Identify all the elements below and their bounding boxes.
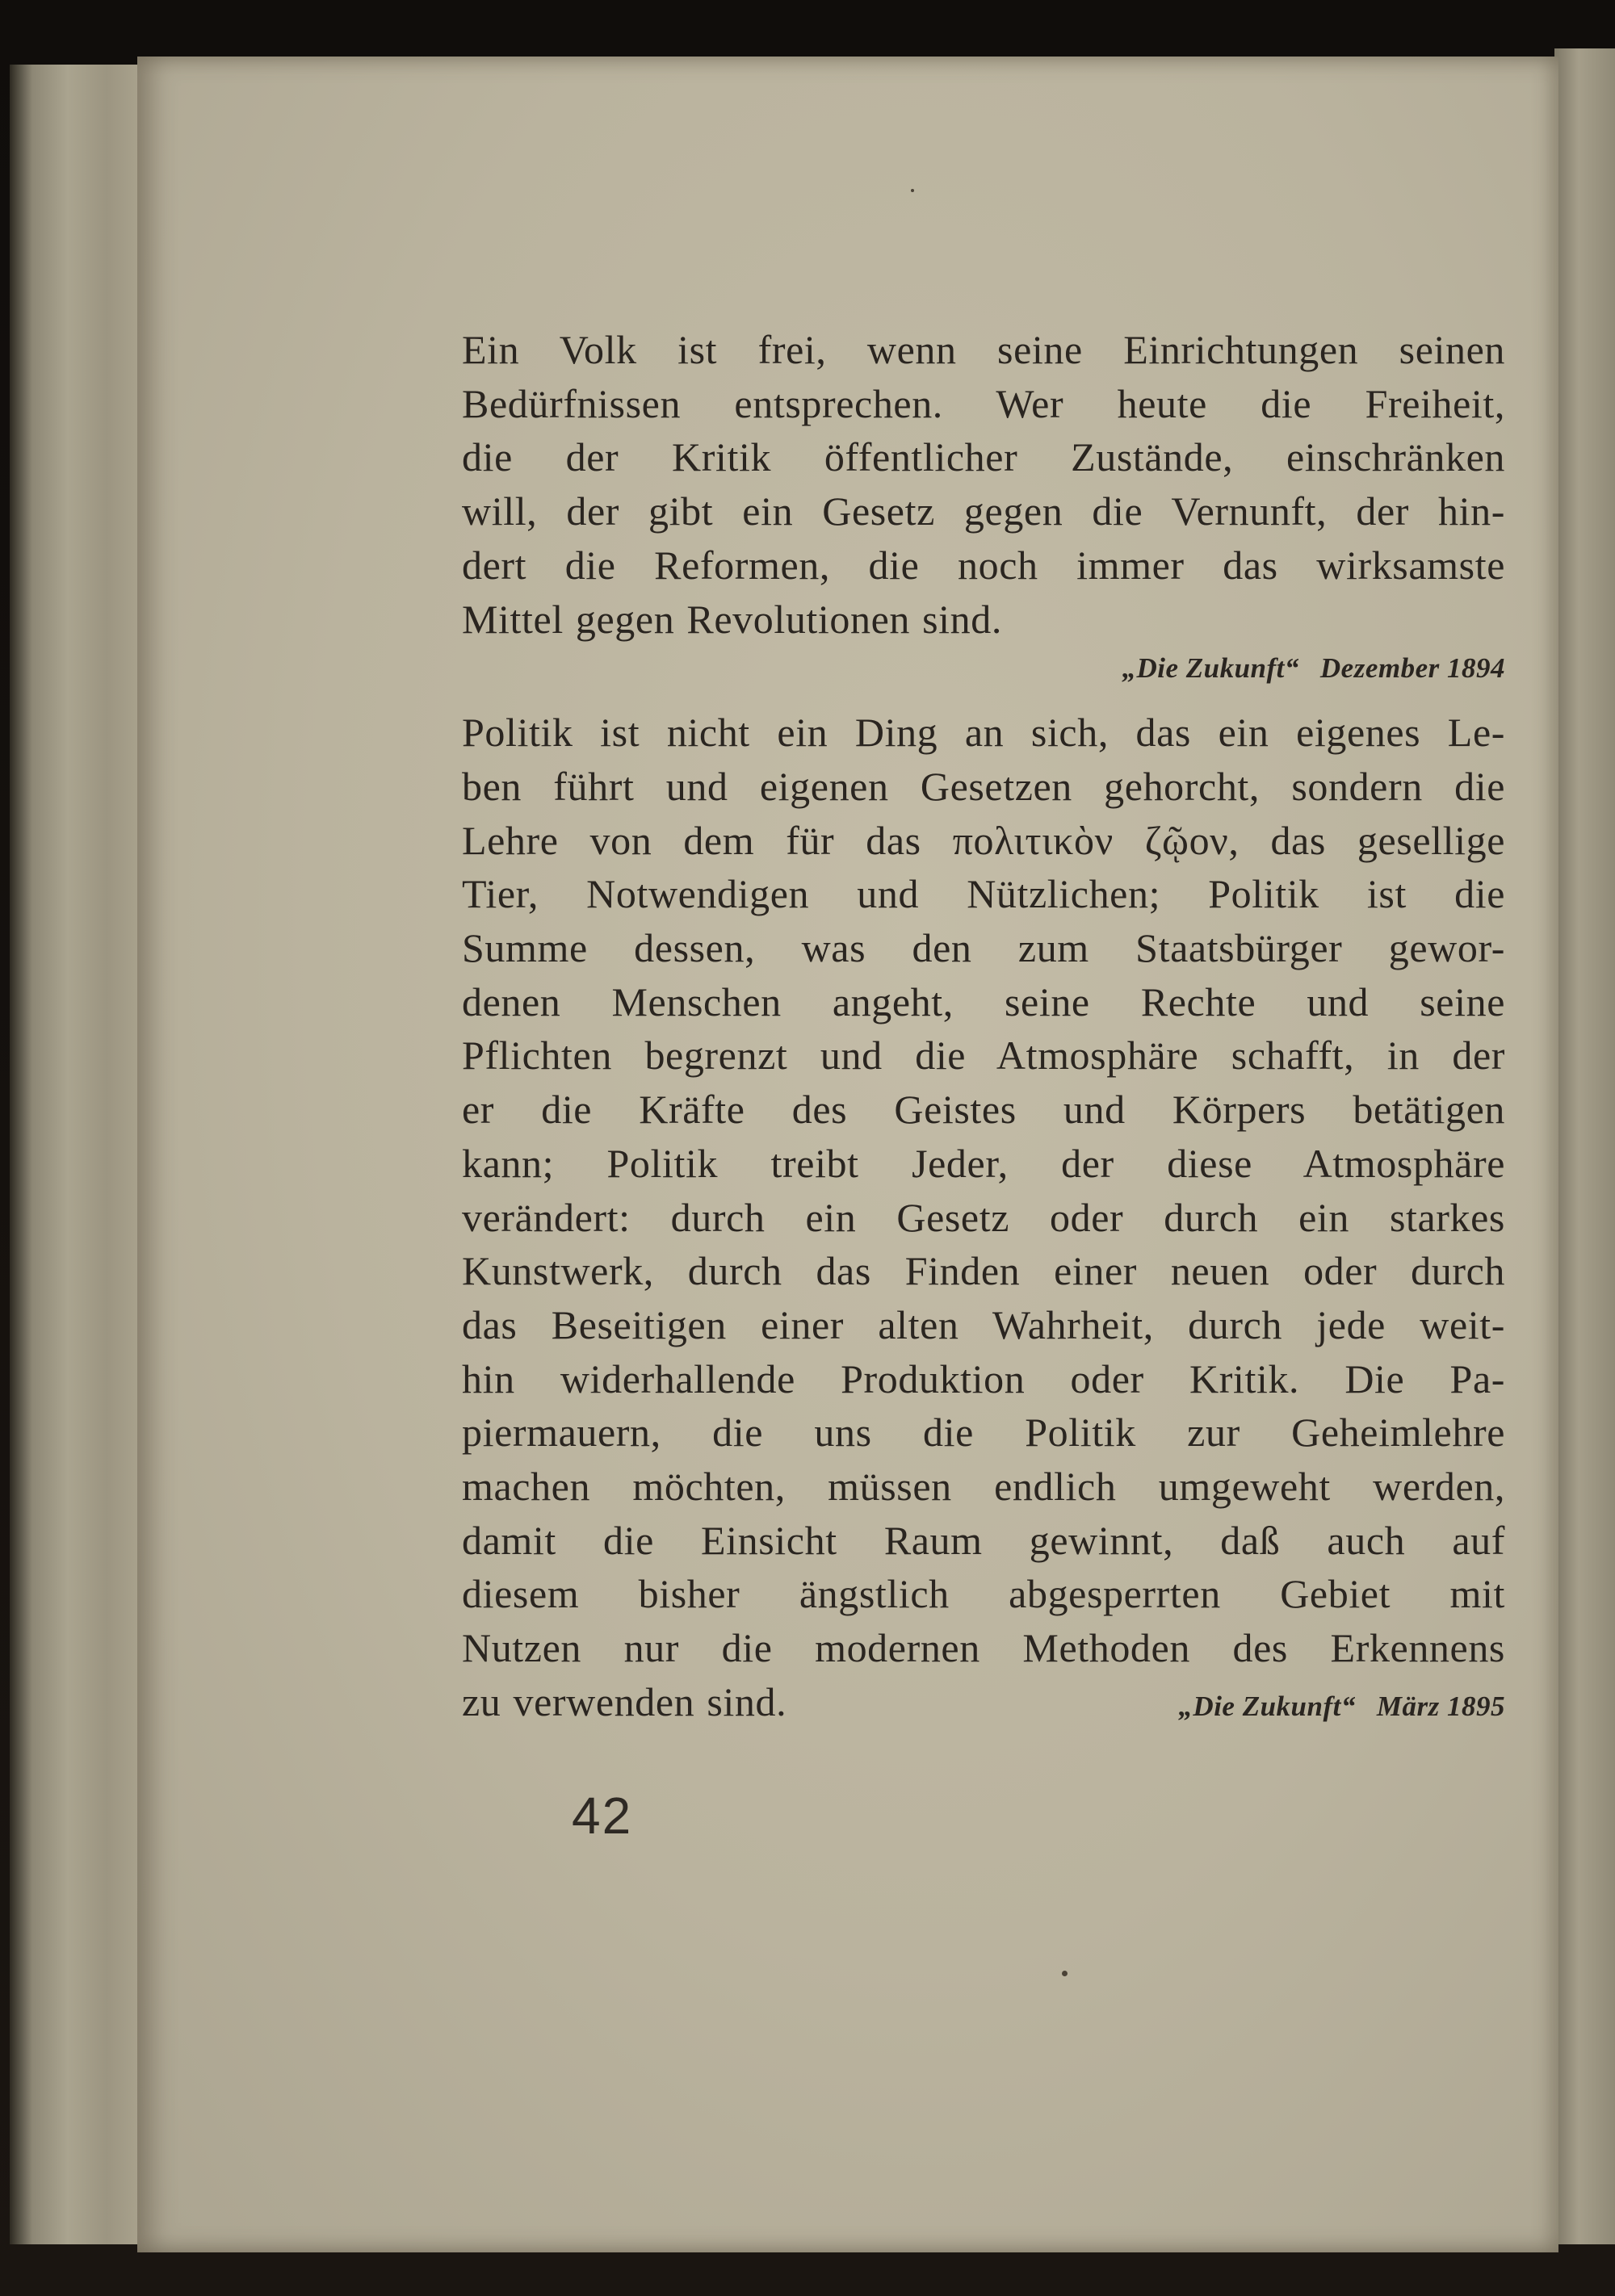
passage-1 (462, 323, 1505, 688)
text-line: damit die Einsicht Raum gewinnt, daß auch auf (462, 1517, 1505, 1563)
text-line: Tier, Notwendigen und Nützlichen; Politik ist die (462, 871, 1505, 917)
text-line: Mittel gegen Revolutionen sind. (462, 596, 1002, 642)
page-stack-right-edge (1554, 48, 1615, 2244)
source-date: März 1895 (1376, 1690, 1505, 1722)
final-line-with-citation (462, 1675, 1505, 1729)
source-title: „Die Zukunft“ (1178, 1690, 1356, 1722)
text-line: ben führt und eigenen Gesetzen gehorcht, sondern die (462, 763, 1505, 809)
text-block (462, 323, 1505, 1729)
text-line: Lehre von dem für das πολιτικὸν ζῷον, das gesellige (462, 817, 1505, 863)
text-line: Ein Volk ist frei, wenn seine Einrichtungen seinen (462, 327, 1505, 372)
page-number: 42 (572, 1787, 633, 1845)
text-line: Kunstwerk, durch das Finden einer neuen oder durch (462, 1248, 1505, 1294)
text-line: zu verwenden sind. (462, 1678, 787, 1724)
text-line: will, der gibt ein Gesetz gegen die Vernunft, der hin- (462, 488, 1505, 534)
source-citation-2 (1178, 1687, 1505, 1726)
text-line: Bedürfnissen entsprechen. Wer heute die Freiheit, (462, 380, 1505, 426)
source-citation-1 (462, 649, 1505, 688)
text-line: verändert: durch ein Gesetz oder durch ein starkes (462, 1194, 1505, 1240)
text-line: denen Menschen angeht, seine Rechte und seine (462, 978, 1505, 1024)
text-line: er die Kräfte des Geistes und Körpers betätigen (462, 1087, 1505, 1133)
text-line: dert die Reformen, die noch immer das wirksamste (462, 542, 1505, 588)
text-line: Nutzen nur die modernen Methoden des Erkennens (462, 1625, 1505, 1671)
text-line: hin widerhallende Produktion oder Kritik. Die Pa- (462, 1355, 1505, 1401)
text-line: Summe dessen, was den zum Staatsbürger gewor- (462, 925, 1505, 971)
text-line: diesem bisher ängstlich abgesperrten Gebiet mit (462, 1571, 1505, 1617)
paper-speck (911, 189, 914, 192)
text-line: piermauern, die uns die Politik zur Geheimlehre (462, 1410, 1505, 1456)
text-line: Pflichten begrenzt und die Atmosphäre schafft, in der (462, 1033, 1505, 1079)
source-date: Dezember 1894 (1319, 652, 1505, 685)
passage-2 (462, 706, 1505, 1728)
text-line: machen möchten, müssen endlich umgeweht werden, (462, 1464, 1505, 1510)
text-line: kann; Politik treibt Jeder, der diese Atmosphäre (462, 1140, 1505, 1186)
text-line: die der Kritik öffentlicher Zustände, einschränken (462, 434, 1505, 480)
source-title: „Die Zukunft“ (1122, 652, 1299, 685)
text-line: Politik ist nicht ein Ding an sich, das ein eigenes Le- (462, 710, 1505, 756)
text-line: das Beseitigen einer alten Wahrheit, durch jede weit- (462, 1301, 1505, 1347)
paper-speck (1062, 1971, 1068, 1976)
